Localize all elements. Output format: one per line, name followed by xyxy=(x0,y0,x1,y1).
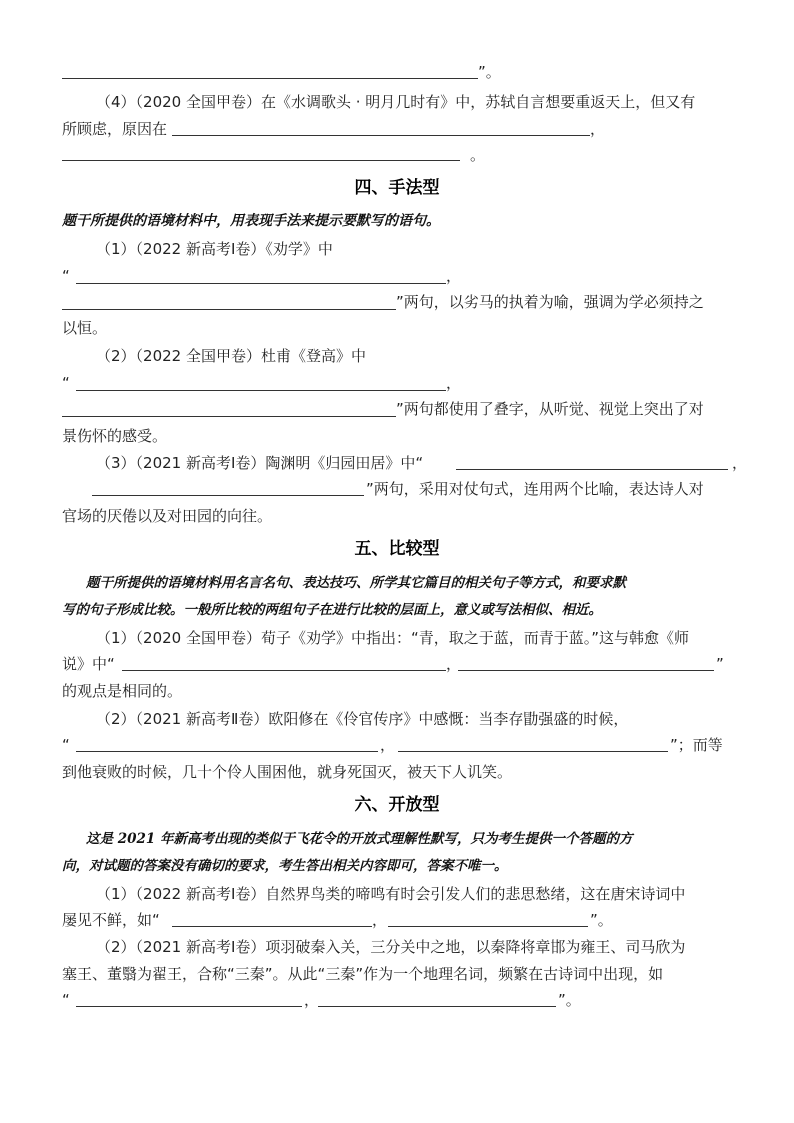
question-stem: （1）（2020 全国甲卷）荀子《劝学》中指出：“青，取之于蓝，而青于蓝。”这与韩愈《师 xyxy=(96,629,690,647)
answer-blank[interactable] xyxy=(172,135,590,136)
open-quote: “ xyxy=(62,736,70,754)
answer-blank[interactable] xyxy=(62,160,460,161)
punctuation: ， xyxy=(732,454,748,472)
closing-quote: ”。 xyxy=(478,63,501,81)
answer-blank[interactable] xyxy=(62,78,478,79)
section-heading: 六、开放型 xyxy=(354,795,440,815)
punctuation: ， xyxy=(380,736,396,754)
question-stem: （4）（2020 全国甲卷）在《水调歌头 · 明月几时有》中，苏轼自言想要重返天上，但又有 xyxy=(96,93,696,111)
answer-blank[interactable] xyxy=(122,670,446,671)
question-stem: （2）（2022 全国甲卷）杜甫《登高》中 xyxy=(96,347,366,365)
punctuation: ， xyxy=(446,267,462,285)
question-stem: （2）（2021 新高考Ⅱ卷）欧阳修在《伶官传序》中感慨：当李存勖强盛的时候， xyxy=(96,710,629,728)
answer-blank[interactable] xyxy=(318,1006,556,1007)
section-heading: 四、手法型 xyxy=(354,178,440,198)
punctuation: ， xyxy=(446,655,462,673)
question-text: 以恒。 xyxy=(62,319,108,337)
open-quote: “ xyxy=(62,267,70,285)
question-text: 所顾虑，原因在 xyxy=(62,120,168,138)
answer-blank[interactable] xyxy=(172,926,372,927)
closing-quote: ” xyxy=(716,655,724,673)
punctuation: ， xyxy=(446,374,462,392)
question-stem: （2）（2021 新高考Ⅰ卷）项羽破秦入关，三分关中之地，以秦降将章邯为雍王、司马欣为 xyxy=(96,938,686,956)
question-stem: （1）（2022 新高考Ⅰ卷）自然界鸟类的啼鸣有时会引发人们的悲思愁绪，这在唐宋诗词中 xyxy=(96,885,686,903)
section-intro: 写的句子形成比较。一般所比较的两组句子在进行比较的层面上，意义或写法相似、相近。 xyxy=(62,602,602,618)
punctuation: ， xyxy=(590,120,606,138)
punctuation: ， xyxy=(372,911,388,929)
question-text: 的观点是相同的。 xyxy=(62,682,183,700)
answer-blank[interactable] xyxy=(62,416,396,417)
question-text: 屡见不鲜，如“ xyxy=(62,911,160,929)
question-text: ”两句都使用了叠字，从听觉、视觉上突出了对 xyxy=(396,400,704,418)
punctuation: ， xyxy=(304,991,320,1009)
section-intro: 题干所提供的语境材料用名言名句、表达技巧、所学其它篇目的相关句子等方式，和要求默 xyxy=(86,575,626,591)
answer-blank[interactable] xyxy=(76,751,378,752)
section-intro: 这是 2021 年新高考出现的类似于飞花令的开放式理解性默写，只为考生提供一个答题的方 xyxy=(86,831,633,847)
answer-blank[interactable] xyxy=(76,1006,302,1007)
answer-blank[interactable] xyxy=(76,283,446,284)
question-text: ”两句，以劣马的执着为喻，强调为学必须持之 xyxy=(396,293,704,311)
question-text: 塞王、董翳为翟王，合称“三秦”。从此“三秦”作为一个地理名词，频繁在古诗词中出现，如 xyxy=(62,965,664,983)
question-text: 到他衰败的时候，几十个伶人围困他，就身死国灭，被天下人讥笑。 xyxy=(62,763,513,781)
section-heading: 五、比较型 xyxy=(354,539,440,559)
punctuation: 。 xyxy=(470,146,486,164)
answer-blank[interactable] xyxy=(456,469,728,470)
question-text: 景伤怀的感受。 xyxy=(62,427,168,445)
open-quote: “ xyxy=(62,991,70,1009)
question-text: ”两句，采用对仗句式，连用两个比喻，表达诗人对 xyxy=(366,480,704,498)
question-text: 官场的厌倦以及对田园的向往。 xyxy=(62,507,273,525)
question-text: 说》中“ xyxy=(62,655,115,673)
answer-blank[interactable] xyxy=(398,751,668,752)
section-intro: 向，对试题的答案没有确切的要求，考生答出相关内容即可，答案不唯一。 xyxy=(62,858,508,874)
closing-quote: ”。 xyxy=(558,991,581,1009)
answer-blank[interactable] xyxy=(62,309,396,310)
answer-blank[interactable] xyxy=(458,670,714,671)
answer-blank[interactable] xyxy=(76,390,446,391)
question-text: ”；而等 xyxy=(670,736,723,754)
question-stem: （1）（2022 新高考Ⅰ卷）《劝学》中 xyxy=(96,240,333,258)
open-quote: “ xyxy=(62,374,70,392)
question-stem: （3）（2021 新高考Ⅰ卷）陶渊明《归园田居》中“ xyxy=(96,454,424,472)
section-intro: 题干所提供的语境材料中，用表现手法来提示要默写的语句。 xyxy=(62,213,440,229)
answer-blank[interactable] xyxy=(92,495,364,496)
closing-quote: ”。 xyxy=(590,911,613,929)
answer-blank[interactable] xyxy=(388,926,588,927)
